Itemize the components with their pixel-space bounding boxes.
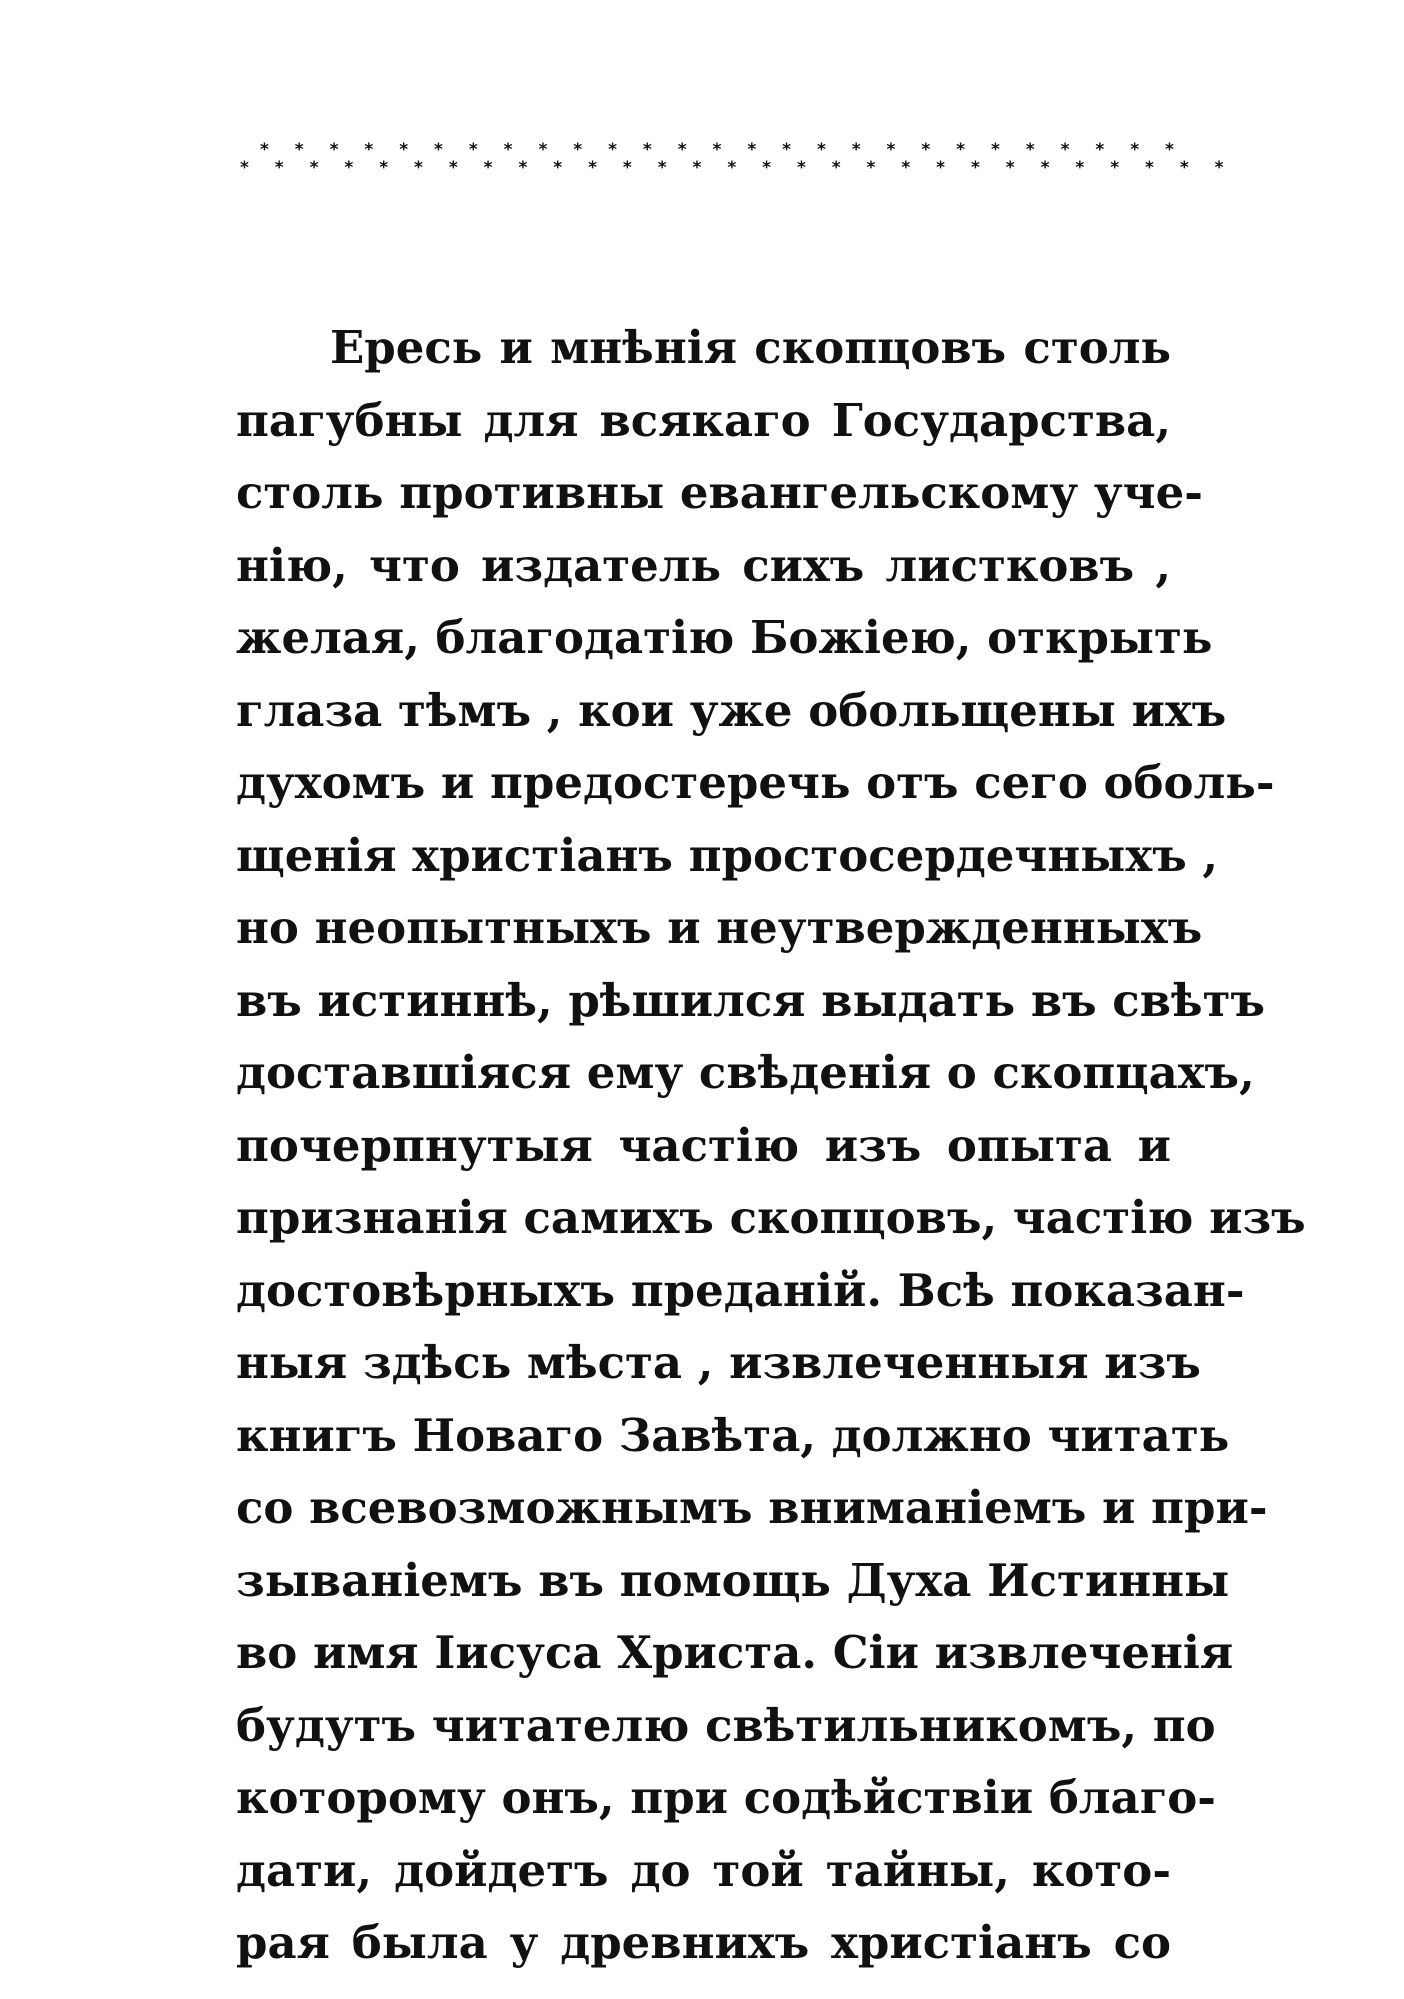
text-line: зываніемъ въ помощь Духа Истинны xyxy=(236,1553,1230,1607)
text-line: щенія христіанъ простосердечныхъ , xyxy=(236,828,1219,882)
text-line: рая была у древнихъ христіанъ со xyxy=(236,1916,1171,1969)
text-line: почерпнутыя частію изъ опыта и xyxy=(236,1118,1171,1172)
text-line: во имя Іисуса Христа. Сіи извлеченія xyxy=(236,1626,1234,1679)
text-line: глаза тѣмъ , кои уже обольщены ихъ xyxy=(236,683,1227,737)
text-line: нію, что издатель сихъ листковъ , xyxy=(236,538,1171,592)
text-line: въ истиннѣ, рѣшился выдать въ свѣтъ xyxy=(236,973,1266,1027)
text-line: книгъ Новаго Завѣта, должно читать xyxy=(236,1408,1230,1462)
star-ornament-row-bottom: * * * * * * * * * * * * * * * * * * * * * * * * * * * * * xyxy=(240,158,1234,178)
body-paragraph xyxy=(236,312,1306,1980)
text-line: но неопытныхъ и неутвержденныхъ xyxy=(236,901,1203,954)
text-line: признанія самихъ скопцовъ, частію изъ xyxy=(236,1191,1306,1244)
text-line: желая, благодатію Божіею, открыть xyxy=(236,611,1213,664)
text-line: будутъ читателю свѣтильникомъ, по xyxy=(236,1698,1216,1752)
text-line: столь противны евангельскому уче- xyxy=(236,466,1203,519)
text-line: ныя здѣсь мѣста , извлеченныя изъ xyxy=(236,1336,1201,1389)
text-line: которому онъ, при содѣйствіи благо- xyxy=(236,1771,1216,1824)
text-line: Ересь и мнѣнія скопцовъ столь xyxy=(330,321,1171,374)
text-line: достовѣрныхъ преданій. Всѣ показан- xyxy=(236,1263,1245,1317)
text-line: со всевозможнымъ вниманіемъ и при- xyxy=(236,1481,1268,1534)
star-ornament-row-top: * * * * * * * * * * * * * * * * * * * * * * * * * * * xyxy=(260,140,1184,160)
text-line: пагубны для всякаго Государства, xyxy=(236,393,1171,447)
text-line: дати, дойдетъ до той тайны, кото- xyxy=(236,1843,1171,1897)
text-line: доставшіяся ему свѣденія о скопцахъ, xyxy=(236,1046,1255,1099)
text-line: духомъ и предостеречь отъ сего оболь- xyxy=(236,756,1275,809)
